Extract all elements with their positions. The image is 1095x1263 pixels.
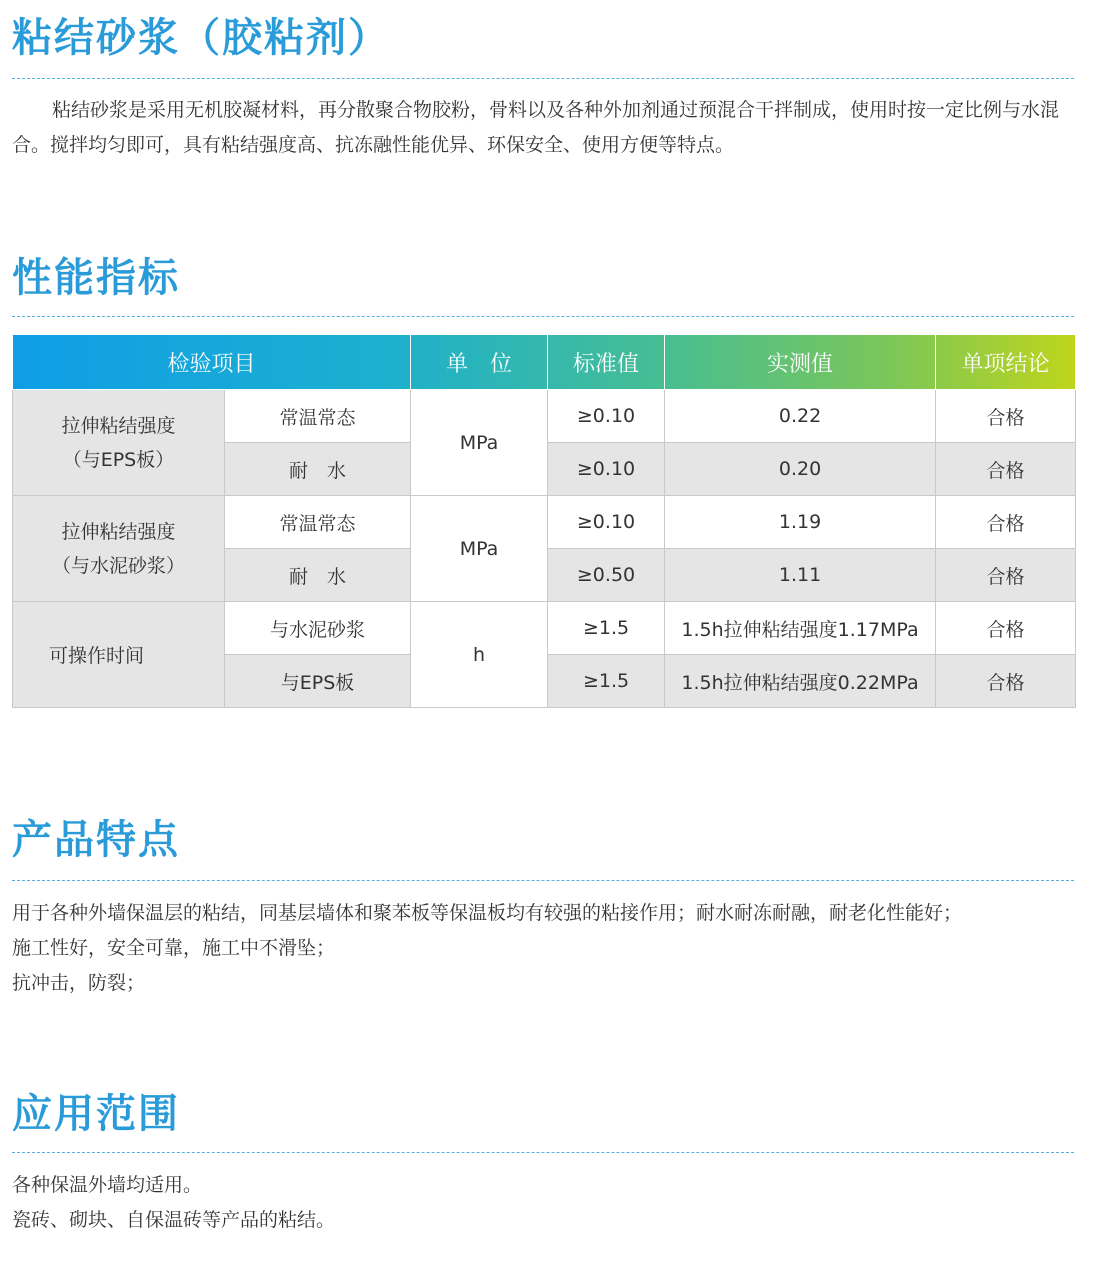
group-name-line2: （与EPS板） xyxy=(62,448,175,471)
result-cell: 合格 xyxy=(936,602,1076,655)
group-name-line1: 可操作时间 xyxy=(49,645,145,667)
result-cell: 合格 xyxy=(936,390,1076,443)
condition-cell: 常温常态 xyxy=(225,390,411,443)
product-description: 粘结砂浆是采用无机胶凝材料，再分散聚合物胶粉，骨料以及各种外加剂通过预混合干拌制成，使用时按一定比例与水混合。搅拌均匀即可，具有粘结强度高、抗冻融性能优异、环保安全、使用方便等特点。 xyxy=(12,99,1060,156)
list-item: 抗冲击，防裂； xyxy=(12,972,146,994)
result-cell: 合格 xyxy=(936,655,1076,708)
measured-cell: 1.11 xyxy=(665,549,936,602)
result-cell: 合格 xyxy=(936,496,1076,549)
section-divider xyxy=(12,316,1074,317)
result-cell: 合格 xyxy=(936,443,1076,496)
condition-cell: 常温常态 xyxy=(225,496,411,549)
section-title-performance: 性能指标 xyxy=(12,255,180,301)
features-list xyxy=(12,896,1076,1001)
standard-cell: ≥1.5 xyxy=(548,602,665,655)
header-test-item: 检验项目 xyxy=(13,335,411,390)
list-item: 用于各种外墙保温层的粘结，同基层墙体和聚苯板等保温板均有较强的粘接作用；耐水耐冻耐融，耐老化性能好； xyxy=(12,902,963,924)
unit-cell: MPa xyxy=(411,496,548,602)
group-name-line1: 拉伸粘结强度 xyxy=(61,520,176,543)
section-title-product: 粘结砂浆（胶粘剂） xyxy=(12,15,390,61)
table-header-row xyxy=(13,335,1076,390)
list-item: 施工性好，安全可靠，施工中不滑坠； xyxy=(12,937,336,959)
result-cell: 合格 xyxy=(936,549,1076,602)
standard-cell: ≥0.50 xyxy=(548,549,665,602)
table-row xyxy=(13,602,1076,655)
unit-cell: MPa xyxy=(411,390,548,496)
section-title-applications: 应用范围 xyxy=(12,1091,180,1137)
standard-cell: ≥0.10 xyxy=(548,443,665,496)
group-name-cell xyxy=(13,602,225,708)
header-standard: 标准值 xyxy=(548,335,665,390)
condition-cell: 与水泥砂浆 xyxy=(225,602,411,655)
section-divider xyxy=(12,1152,1074,1153)
measured-cell: 1.19 xyxy=(665,496,936,549)
standard-cell: ≥0.10 xyxy=(548,496,665,549)
table-row xyxy=(13,390,1076,443)
applications-list xyxy=(12,1168,1076,1238)
measured-cell: 0.20 xyxy=(665,443,936,496)
section-title-features: 产品特点 xyxy=(12,817,180,863)
standard-cell: ≥1.5 xyxy=(548,655,665,708)
condition-cell: 与EPS板 xyxy=(225,655,411,708)
condition-cell: 耐 水 xyxy=(225,549,411,602)
group-name-cell xyxy=(13,496,225,602)
measured-cell: 0.22 xyxy=(665,390,936,443)
standard-cell: ≥0.10 xyxy=(548,390,665,443)
performance-table xyxy=(12,334,1076,708)
header-unit: 单 位 xyxy=(411,335,548,390)
list-item: 瓷砖、砌块、自保温砖等产品的粘结。 xyxy=(12,1209,336,1231)
header-measured: 实测值 xyxy=(665,335,936,390)
unit-cell: h xyxy=(411,602,548,708)
section-divider xyxy=(12,880,1074,881)
group-name-cell xyxy=(13,390,225,496)
table-row xyxy=(13,496,1076,549)
group-name-line1: 拉伸粘结强度 xyxy=(61,414,176,437)
group-name-line2: （与水泥砂浆） xyxy=(51,554,185,577)
section-divider xyxy=(12,78,1074,79)
condition-cell: 耐 水 xyxy=(225,443,411,496)
header-result: 单项结论 xyxy=(936,335,1076,390)
list-item: 各种保温外墙均适用。 xyxy=(12,1174,203,1196)
measured-cell: 1.5h拉伸粘结强度1.17MPa xyxy=(665,602,936,655)
measured-cell: 1.5h拉伸粘结强度0.22MPa xyxy=(665,655,936,708)
